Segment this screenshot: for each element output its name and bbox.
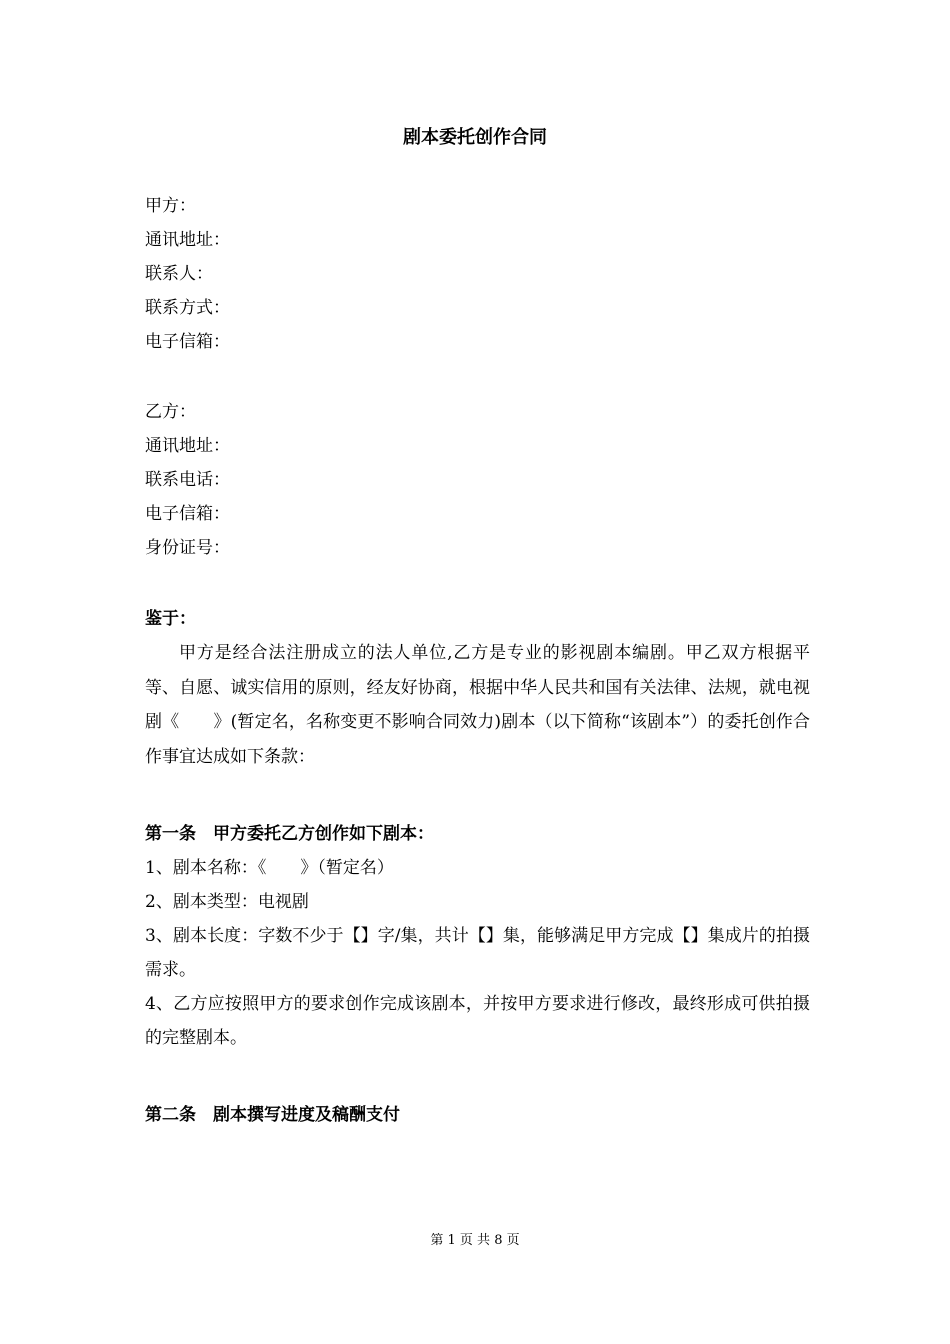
whereas-section (145, 602, 810, 774)
party-b-phone-label: 联系电话： (145, 470, 230, 490)
party-a-section (145, 189, 810, 359)
party-b-section (145, 395, 810, 565)
party-b-email-label: 电子信箱： (145, 504, 230, 524)
article-1-item: 2、剧本类型：电视剧 (145, 892, 309, 912)
party-b-id-label: 身份证号： (145, 538, 230, 558)
article-2-section (145, 1098, 810, 1132)
party-b-address-label: 通讯地址： (145, 436, 230, 456)
article-2-heading: 第二条 剧本撰写进度及稿酬支付 (145, 1105, 400, 1125)
article-1-section (145, 817, 810, 1055)
party-a-address-label: 通讯地址： (145, 230, 230, 250)
party-b-name-label: 乙方： (145, 402, 196, 422)
party-a-contact-label: 联系人： (145, 264, 213, 284)
whereas-heading: 鉴于： (145, 609, 196, 629)
party-a-name-label: 甲方： (145, 196, 196, 216)
party-a-contact-method-label: 联系方式： (145, 298, 230, 318)
party-a-email-label: 电子信箱： (145, 332, 230, 352)
page-number-footer: 第 1 页 共 8 页 (430, 1233, 520, 1248)
article-1-heading: 第一条 甲方委托乙方创作如下剧本： (145, 824, 434, 844)
whereas-paragraph: 甲方是经合法注册成立的法人单位,乙方是专业的影视剧本编剧。甲乙双方根据平等、自愿、诚实信用的原则，经友好协商，根据中华人民共和国有关法律、法规，就电视剧《 》(暂定名，名称变更不影响合同效力)剧本（以下简称“该剧本”）的委托创作合作事宜达成如下条款： (145, 643, 810, 767)
article-1-item: 3、剧本长度：字数不少于【】字/集，共计【】集，能够满足甲方完成【】集成片的拍摄需求。 (145, 926, 810, 980)
article-1-item: 1、剧本名称：《 》（暂定名） (145, 858, 394, 878)
article-1-item: 4、乙方应按照甲方的要求创作完成该剧本，并按甲方要求进行修改，最终形成可供拍摄的完整剧本。 (145, 994, 810, 1048)
document-title: 剧本委托创作合同 (403, 127, 547, 148)
